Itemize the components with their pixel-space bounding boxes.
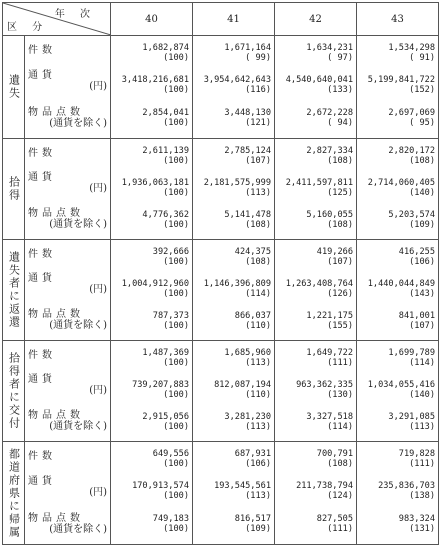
data-cell bbox=[275, 139, 357, 240]
row-label-text: 件数 bbox=[28, 451, 56, 463]
index-value: (121) bbox=[245, 118, 271, 129]
row-label-text: 物品点数 bbox=[28, 106, 84, 118]
value: 2,697,069 bbox=[388, 108, 435, 119]
value: 739,207,883 bbox=[132, 379, 189, 390]
year-header: 41 bbox=[193, 3, 275, 36]
section-row bbox=[3, 36, 439, 139]
value: 2,854,041 bbox=[142, 108, 189, 119]
value-group bbox=[114, 146, 189, 169]
value: 1,440,044,849 bbox=[367, 278, 435, 289]
index-value: (106) bbox=[245, 458, 271, 469]
index-value: ( 97) bbox=[327, 52, 353, 63]
value: 3,327,518 bbox=[306, 411, 353, 422]
row-label bbox=[28, 513, 107, 535]
value-group bbox=[360, 449, 435, 472]
value: 1,671,164 bbox=[224, 42, 271, 53]
value: 812,087,194 bbox=[214, 379, 271, 390]
value-group bbox=[114, 75, 189, 98]
value: 392,666 bbox=[152, 246, 189, 257]
index-value: (133) bbox=[327, 85, 353, 96]
value-group bbox=[196, 210, 271, 233]
index-value: (113) bbox=[245, 491, 271, 502]
value-group bbox=[360, 75, 435, 98]
row-label-text: 物品点数 bbox=[28, 309, 84, 321]
section-title: 都道府県に帰属 bbox=[3, 442, 25, 545]
value-group bbox=[360, 380, 435, 403]
index-value: ( 95) bbox=[409, 118, 435, 129]
data-cell bbox=[275, 36, 357, 139]
data-cell bbox=[193, 442, 275, 545]
value: 2,915,056 bbox=[142, 411, 189, 422]
value-group bbox=[114, 380, 189, 403]
index-value: ( 94) bbox=[327, 118, 353, 129]
index-value: (110) bbox=[245, 389, 271, 400]
index-value: (114) bbox=[245, 288, 271, 299]
value: 1,685,960 bbox=[224, 347, 271, 358]
value: 816,517 bbox=[234, 514, 271, 525]
index-value: (100) bbox=[163, 357, 189, 368]
row-label bbox=[28, 476, 107, 498]
value-group bbox=[278, 514, 353, 537]
value-group bbox=[360, 412, 435, 435]
corner-cell bbox=[3, 3, 111, 36]
data-cell bbox=[357, 36, 439, 139]
row-label-text: 通貨 bbox=[28, 374, 56, 386]
value: 1,221,175 bbox=[306, 310, 353, 321]
index-value: (111) bbox=[409, 458, 435, 469]
row-label bbox=[28, 148, 107, 159]
value-group bbox=[360, 348, 435, 371]
index-value: (100) bbox=[163, 52, 189, 63]
index-value: (108) bbox=[327, 155, 353, 166]
index-value: (100) bbox=[163, 491, 189, 502]
index-value: (108) bbox=[327, 219, 353, 230]
value: 4,540,640,041 bbox=[285, 75, 353, 86]
row-label bbox=[28, 350, 107, 361]
value-group bbox=[196, 514, 271, 537]
index-value: ( 91) bbox=[409, 52, 435, 63]
value-group bbox=[196, 108, 271, 131]
value: 416,255 bbox=[398, 246, 435, 257]
row-labels bbox=[25, 240, 111, 341]
row-label bbox=[28, 172, 107, 194]
value-group bbox=[114, 178, 189, 201]
value-group bbox=[114, 43, 189, 66]
section-title: 拾得者に交付 bbox=[3, 341, 25, 442]
value-group bbox=[196, 481, 271, 504]
row-label bbox=[28, 45, 107, 56]
value: 1,263,408,764 bbox=[285, 278, 353, 289]
value: 2,611,139 bbox=[142, 145, 189, 156]
section-row bbox=[3, 341, 439, 442]
row-labels bbox=[25, 341, 111, 442]
value-group bbox=[360, 481, 435, 504]
row-unit: (円) bbox=[89, 81, 107, 93]
data-cell bbox=[193, 139, 275, 240]
value-group bbox=[278, 75, 353, 98]
data-cell bbox=[111, 139, 193, 240]
value-group bbox=[196, 178, 271, 201]
value: 211,738,794 bbox=[296, 481, 353, 492]
value-group bbox=[196, 43, 271, 66]
value: 700,791 bbox=[316, 448, 353, 459]
section-row bbox=[3, 240, 439, 341]
row-unit: (円) bbox=[89, 487, 107, 499]
section-row bbox=[3, 442, 439, 545]
row-label bbox=[28, 70, 107, 92]
index-value: (106) bbox=[409, 256, 435, 267]
value: 963,362,335 bbox=[296, 379, 353, 390]
index-value: (109) bbox=[409, 219, 435, 230]
value-group bbox=[114, 449, 189, 472]
row-label-text: 通貨 bbox=[28, 273, 56, 285]
value-group bbox=[278, 178, 353, 201]
index-value: (130) bbox=[327, 389, 353, 400]
index-value: (100) bbox=[163, 421, 189, 432]
value-group bbox=[196, 311, 271, 334]
index-value: (100) bbox=[163, 288, 189, 299]
value-group bbox=[278, 43, 353, 66]
row-label bbox=[28, 249, 107, 260]
row-label bbox=[28, 208, 107, 230]
value-group bbox=[114, 348, 189, 371]
index-value: (143) bbox=[409, 288, 435, 299]
value: 2,827,334 bbox=[306, 145, 353, 156]
index-value: (107) bbox=[409, 320, 435, 331]
index-value: (108) bbox=[245, 219, 271, 230]
value: 1,534,298 bbox=[388, 42, 435, 53]
value-group bbox=[196, 348, 271, 371]
row-unit: (円) bbox=[89, 385, 107, 397]
index-value: (108) bbox=[245, 256, 271, 267]
section-title: 拾得 bbox=[3, 139, 25, 240]
value: 3,448,130 bbox=[224, 108, 271, 119]
data-cell bbox=[111, 341, 193, 442]
value-group bbox=[196, 75, 271, 98]
index-value: (152) bbox=[409, 85, 435, 96]
value-group bbox=[360, 247, 435, 270]
value: 235,836,703 bbox=[378, 481, 435, 492]
row-label-text: 物品点数 bbox=[28, 410, 84, 422]
value-group bbox=[114, 108, 189, 131]
value-group bbox=[360, 108, 435, 131]
index-value: (100) bbox=[163, 219, 189, 230]
value: 193,545,561 bbox=[214, 481, 271, 492]
value: 687,931 bbox=[234, 448, 271, 459]
index-value: (109) bbox=[245, 524, 271, 535]
header-row bbox=[3, 3, 439, 36]
value: 1,699,789 bbox=[388, 347, 435, 358]
row-label bbox=[28, 410, 107, 432]
value-group bbox=[114, 247, 189, 270]
value-group bbox=[278, 380, 353, 403]
value-group bbox=[278, 210, 353, 233]
value: 1,936,063,181 bbox=[121, 177, 189, 188]
row-labels bbox=[25, 442, 111, 545]
value: 1,682,874 bbox=[142, 42, 189, 53]
value: 1,487,369 bbox=[142, 347, 189, 358]
value-group bbox=[360, 279, 435, 302]
category-label: 区 分 bbox=[7, 22, 49, 33]
row-label-text: 件数 bbox=[28, 147, 56, 159]
index-value: (131) bbox=[409, 524, 435, 535]
value-group bbox=[114, 311, 189, 334]
index-value: (108) bbox=[327, 458, 353, 469]
value: 5,141,478 bbox=[224, 209, 271, 220]
index-value: (100) bbox=[163, 187, 189, 198]
value-group bbox=[114, 412, 189, 435]
value-group bbox=[360, 178, 435, 201]
row-label-text: 物品点数 bbox=[28, 512, 84, 524]
value: 1,034,055,416 bbox=[367, 379, 435, 390]
row-label-text: 通貨 bbox=[28, 476, 56, 488]
value: 2,411,597,811 bbox=[285, 177, 353, 188]
value: 719,828 bbox=[398, 448, 435, 459]
row-unit: (通貨を除く) bbox=[49, 117, 107, 129]
value-group bbox=[196, 247, 271, 270]
index-value: (100) bbox=[163, 256, 189, 267]
data-cell bbox=[357, 240, 439, 341]
index-value: (110) bbox=[245, 320, 271, 331]
row-labels bbox=[25, 36, 111, 139]
data-cell bbox=[357, 139, 439, 240]
row-label bbox=[28, 451, 107, 462]
value: 419,266 bbox=[316, 246, 353, 257]
value-group bbox=[196, 279, 271, 302]
value-group bbox=[278, 449, 353, 472]
index-value: (100) bbox=[163, 389, 189, 400]
value-group bbox=[278, 311, 353, 334]
year-label: 年 次 bbox=[54, 9, 96, 20]
value: 2,820,172 bbox=[388, 145, 435, 156]
row-unit: (通貨を除く) bbox=[49, 421, 107, 433]
value: 5,203,574 bbox=[388, 209, 435, 220]
data-cell bbox=[275, 341, 357, 442]
value-group bbox=[196, 412, 271, 435]
index-value: (116) bbox=[245, 85, 271, 96]
value: 787,373 bbox=[152, 310, 189, 321]
row-label-text: 件数 bbox=[28, 349, 56, 361]
value: 2,181,575,999 bbox=[203, 177, 271, 188]
index-value: ( 99) bbox=[245, 52, 271, 63]
index-value: (140) bbox=[409, 187, 435, 198]
index-value: (125) bbox=[327, 187, 353, 198]
value: 841,001 bbox=[398, 310, 435, 321]
row-label bbox=[28, 107, 107, 129]
row-unit: (円) bbox=[89, 284, 107, 296]
value-group bbox=[114, 279, 189, 302]
data-cell bbox=[111, 36, 193, 139]
value: 424,375 bbox=[234, 246, 271, 257]
section-title: 遺失者に返還 bbox=[3, 240, 25, 341]
statistics-table bbox=[2, 2, 439, 545]
data-cell bbox=[275, 240, 357, 341]
value-group bbox=[278, 412, 353, 435]
value-group bbox=[114, 514, 189, 537]
value-group bbox=[196, 146, 271, 169]
value: 649,556 bbox=[152, 448, 189, 459]
index-value: (108) bbox=[409, 155, 435, 166]
data-cell bbox=[193, 240, 275, 341]
index-value: (100) bbox=[163, 524, 189, 535]
index-value: (138) bbox=[409, 491, 435, 502]
value: 1,649,722 bbox=[306, 347, 353, 358]
value: 3,418,216,681 bbox=[121, 75, 189, 86]
value: 866,037 bbox=[234, 310, 271, 321]
value: 2,672,228 bbox=[306, 108, 353, 119]
index-value: (100) bbox=[163, 320, 189, 331]
value: 1,634,231 bbox=[306, 42, 353, 53]
index-value: (107) bbox=[327, 256, 353, 267]
index-value: (113) bbox=[245, 421, 271, 432]
index-value: (114) bbox=[327, 421, 353, 432]
value: 3,954,642,643 bbox=[203, 75, 271, 86]
value: 983,324 bbox=[398, 514, 435, 525]
index-value: (140) bbox=[409, 389, 435, 400]
value-group bbox=[114, 481, 189, 504]
row-label bbox=[28, 374, 107, 396]
value-group bbox=[278, 348, 353, 371]
year-header: 43 bbox=[357, 3, 439, 36]
index-value: (113) bbox=[409, 421, 435, 432]
data-cell bbox=[193, 341, 275, 442]
index-value: (100) bbox=[163, 118, 189, 129]
value-group bbox=[278, 481, 353, 504]
value: 3,291,085 bbox=[388, 411, 435, 422]
index-value: (100) bbox=[163, 155, 189, 166]
row-unit: (通貨を除く) bbox=[49, 219, 107, 231]
value-group bbox=[114, 210, 189, 233]
row-unit: (通貨を除く) bbox=[49, 523, 107, 535]
value-group bbox=[278, 247, 353, 270]
index-value: (100) bbox=[163, 458, 189, 469]
row-unit: (通貨を除く) bbox=[49, 320, 107, 332]
data-cell bbox=[357, 341, 439, 442]
value: 2,714,060,405 bbox=[367, 177, 435, 188]
value-group bbox=[278, 146, 353, 169]
data-cell bbox=[111, 240, 193, 341]
value-group bbox=[278, 279, 353, 302]
index-value: (107) bbox=[245, 155, 271, 166]
value: 4,776,362 bbox=[142, 209, 189, 220]
index-value: (124) bbox=[327, 491, 353, 502]
value-group bbox=[360, 43, 435, 66]
row-unit: (円) bbox=[89, 183, 107, 195]
row-label-text: 通貨 bbox=[28, 172, 56, 184]
value-group bbox=[196, 449, 271, 472]
data-cell bbox=[111, 442, 193, 545]
value-group bbox=[360, 210, 435, 233]
value-group bbox=[360, 146, 435, 169]
value: 5,199,841,722 bbox=[367, 75, 435, 86]
data-cell bbox=[357, 442, 439, 545]
value-group bbox=[196, 380, 271, 403]
section-title: 遺失 bbox=[3, 36, 25, 139]
value: 1,146,396,809 bbox=[203, 278, 271, 289]
index-value: (113) bbox=[245, 357, 271, 368]
value: 3,281,230 bbox=[224, 411, 271, 422]
value: 749,183 bbox=[152, 514, 189, 525]
index-value: (100) bbox=[163, 85, 189, 96]
index-value: (114) bbox=[409, 357, 435, 368]
value-group bbox=[360, 514, 435, 537]
value-group bbox=[278, 108, 353, 131]
data-cell bbox=[193, 36, 275, 139]
year-header: 40 bbox=[111, 3, 193, 36]
row-label-text: 件数 bbox=[28, 45, 56, 57]
index-value: (126) bbox=[327, 288, 353, 299]
index-value: (111) bbox=[327, 357, 353, 368]
row-label-text: 件数 bbox=[28, 248, 56, 260]
year-header: 42 bbox=[275, 3, 357, 36]
value: 5,160,055 bbox=[306, 209, 353, 220]
row-label bbox=[28, 273, 107, 295]
row-labels bbox=[25, 139, 111, 240]
row-label-text: 物品点数 bbox=[28, 208, 84, 220]
index-value: (155) bbox=[327, 320, 353, 331]
section-row bbox=[3, 139, 439, 240]
index-value: (111) bbox=[327, 524, 353, 535]
value: 170,913,574 bbox=[132, 481, 189, 492]
value: 1,004,912,960 bbox=[121, 278, 189, 289]
value: 827,505 bbox=[316, 514, 353, 525]
index-value: (113) bbox=[245, 187, 271, 198]
data-cell bbox=[275, 442, 357, 545]
value: 2,785,124 bbox=[224, 145, 271, 156]
row-label bbox=[28, 309, 107, 331]
value-group bbox=[360, 311, 435, 334]
row-label-text: 通貨 bbox=[28, 70, 56, 82]
